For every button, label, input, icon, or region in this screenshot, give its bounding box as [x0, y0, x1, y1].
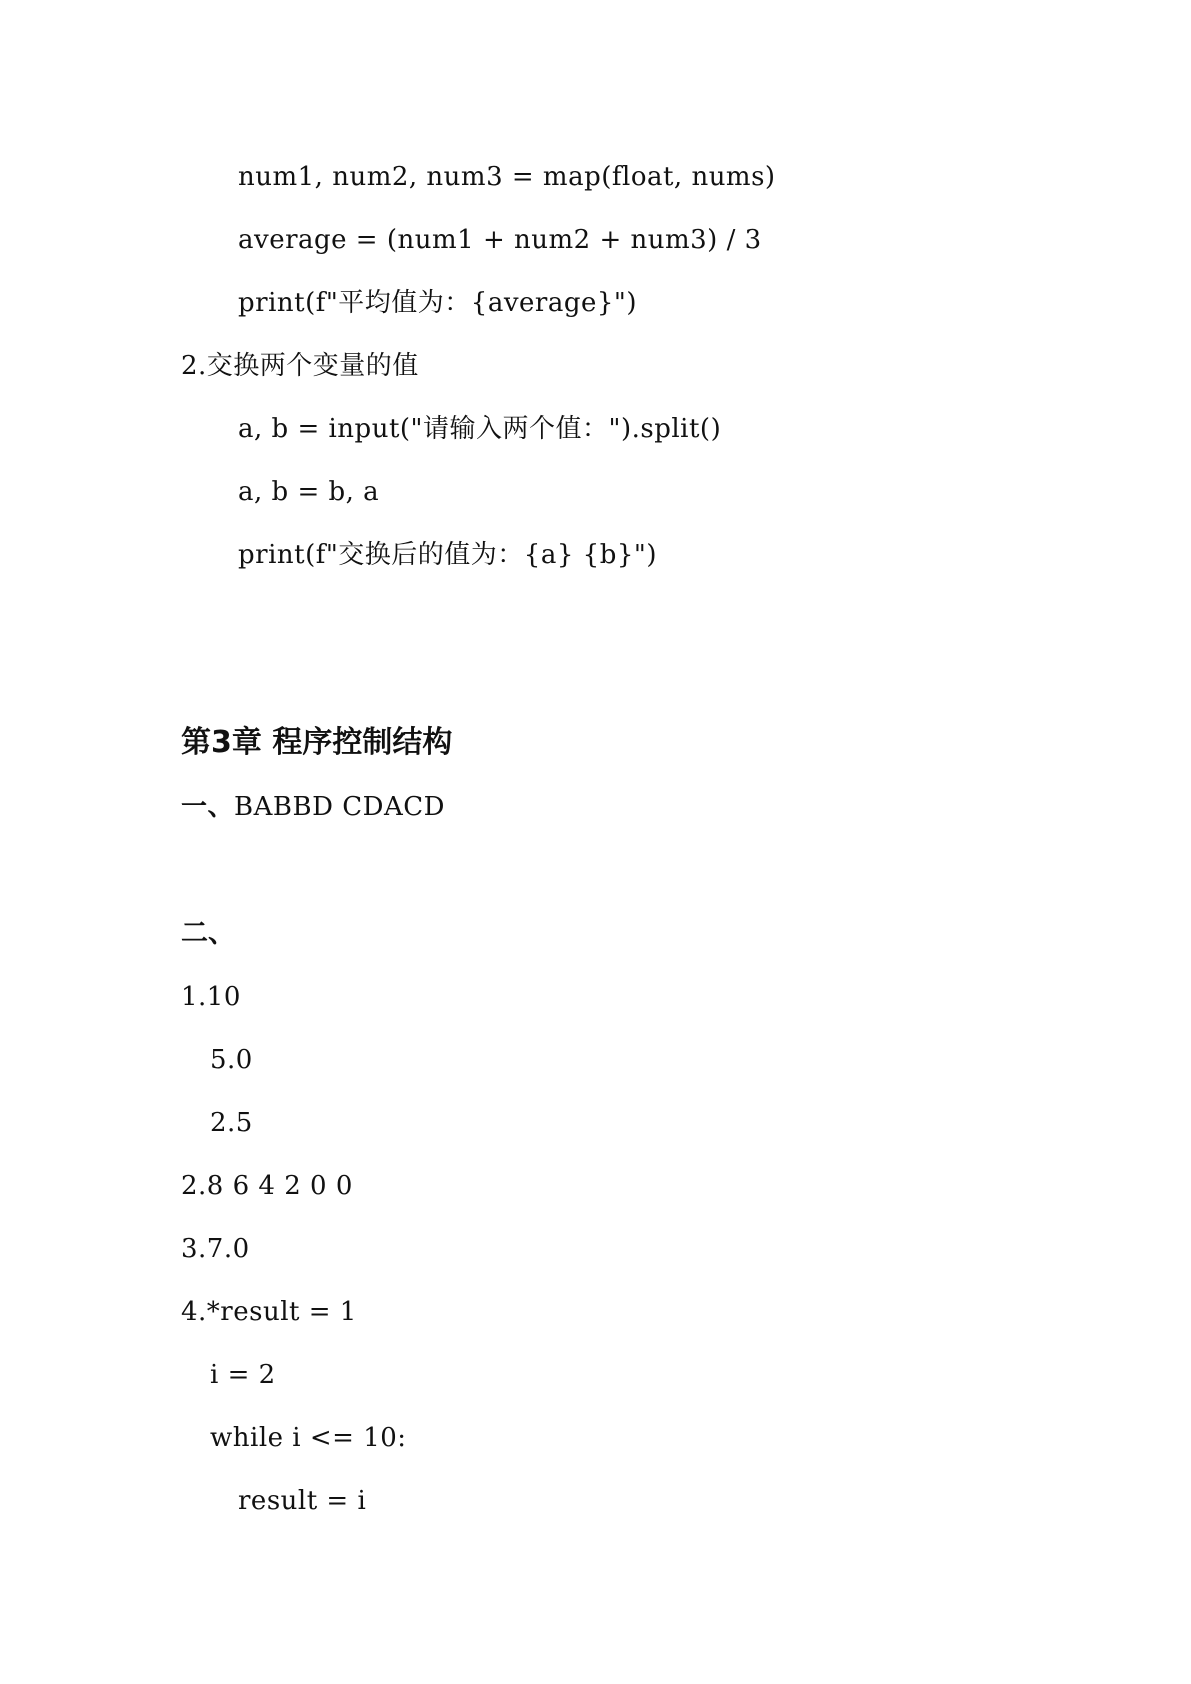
- item-title: 2.交换两个变量的值: [181, 351, 419, 381]
- answer-line: 1.10: [181, 982, 241, 1012]
- code-line: i = 2: [210, 1360, 276, 1390]
- code-line: a, b = input("请输入两个值：").split(): [238, 414, 722, 444]
- answer-line: 5.0: [210, 1045, 253, 1075]
- code-line: num1, num2, num3 = map(float, nums): [238, 162, 776, 192]
- chapter-heading: 第3章 程序控制结构: [181, 725, 453, 760]
- part-one-answers: BABBD CDACD: [234, 792, 445, 822]
- code-line: print(f"交换后的值为：{a} {b}"): [238, 540, 657, 570]
- answer-line: 4.*result = 1: [181, 1297, 357, 1327]
- answer-line: 2.8 6 4 2 0 0: [181, 1171, 353, 1201]
- code-line: result = i: [238, 1486, 367, 1516]
- code-line: average = (num1 + num2 + num3) / 3: [238, 225, 762, 255]
- code-line: a, b = b, a: [238, 477, 380, 507]
- code-line: while i <= 10:: [210, 1423, 407, 1453]
- answer-line: 2.5: [210, 1108, 253, 1138]
- part-two-label: 二、: [181, 918, 235, 949]
- part-one-row: [181, 790, 445, 824]
- code-line: print(f"平均值为：{average}"): [238, 288, 638, 318]
- answer-line: 3.7.0: [181, 1234, 250, 1264]
- part-one-label: 一、: [181, 792, 235, 822]
